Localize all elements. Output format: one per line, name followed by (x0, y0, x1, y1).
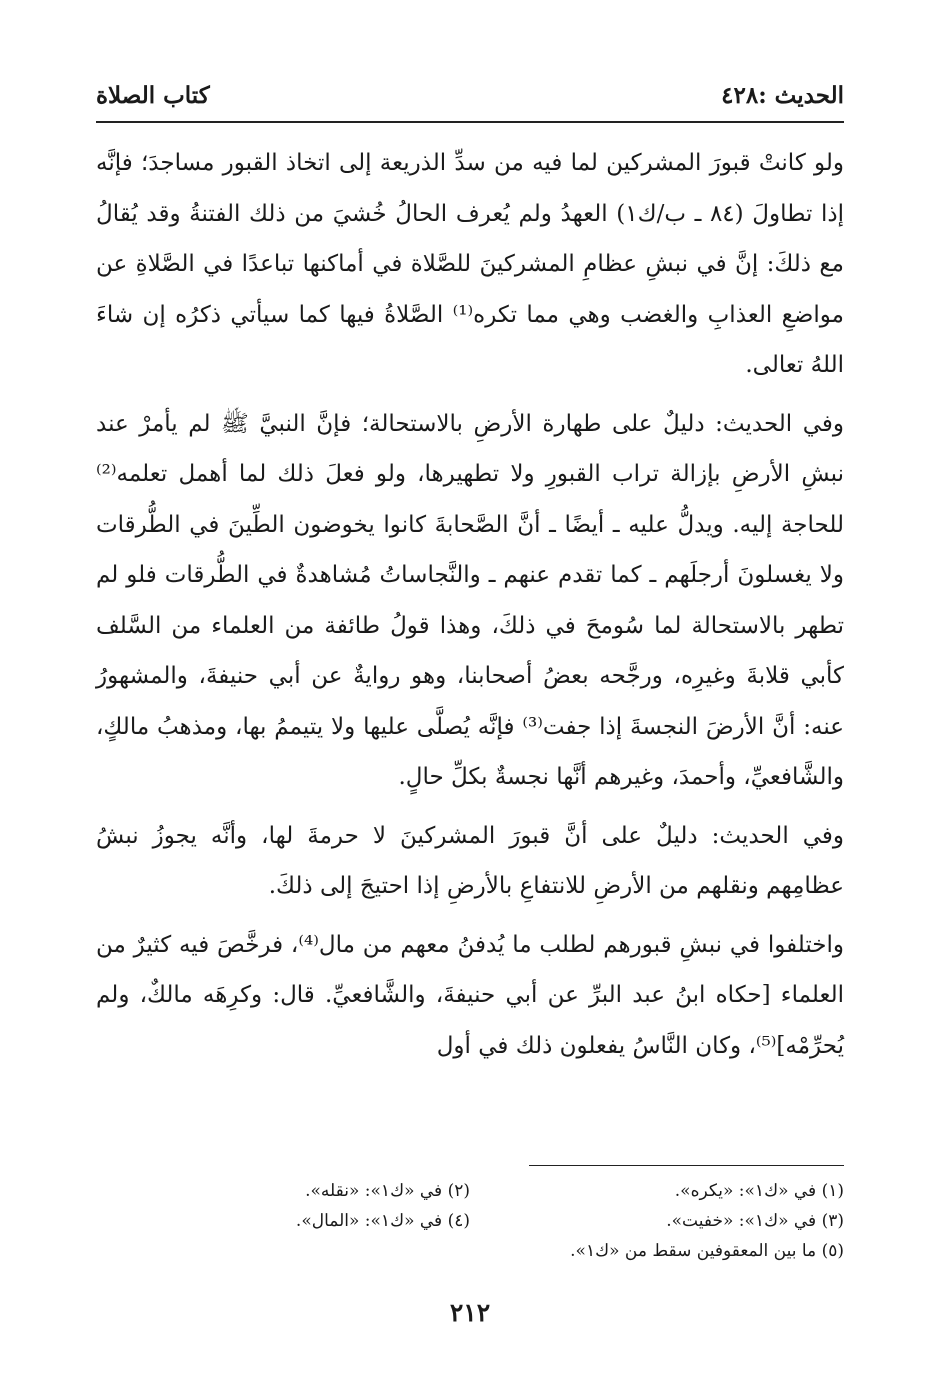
main-text (96, 138, 844, 1079)
running-header (96, 82, 844, 122)
footnote-row (96, 1236, 844, 1266)
paragraph: ولو كانتْ قبورَ المشركين لما فيه من سدِّ الذريعة إلى اتخاذ القبور مساجدَ؛ فإنَّه إذا تطاولَ (٨٤ ـ ب/ك١) العهدُ ولم يُعرف الحالُ خُشيَ من ذلك الفتنةُ وقد يُقالُ مع ذلكَ: إنَّ في نبشِ عظامِ المشركينَ للصَّلاة في أماكنها تباعدًا في الصَّلاةِ عن مواضعِ العذابِ والغضب وهي مما تكره⁽¹⁾ الصَّلاةُ فيها كما سيأتي ذكرُه إن شاءَ اللهُ تعالى. (96, 150, 845, 378)
footnote-row (96, 1176, 844, 1206)
book-page (96, 70, 844, 1360)
footnote-1: (١) في «ك١»: «يكره». (674, 1181, 844, 1201)
footnote-2: (٢) في «ك١»: «نقله». (305, 1181, 470, 1201)
page-number: ٢١٢ (449, 1298, 491, 1327)
footnotes (96, 1176, 844, 1266)
paragraph: وفي الحديث: دليلٌ على طهارة الأرضِ بالاستحالة؛ فإنَّ النبيَّ ﷺ لم يأمرْ عند نبشِ الأرضِ بإزالة تراب القبورِ ولا تطهيرها، ولو فعلَ ذلك لما أهمل تعلمه⁽²⁾ للحاجة إليه. ويدلُّ عليه ـ أيضًا ـ أنَّ الصَّحابةَ كانوا يخوضون الطِّينَ في الطُّرقات ولا يغسلونَ أرجلَهم ـ كما تقدم عنهم ـ والنَّجاساتُ مُشاهدةٌ في الطُّرقات فلو لم تطهر بالاستحالة لما سُومحَ في ذلكَ، وهذا قولُ طائفة من العلماء من السَّلف كأبي قلابةَ وغيرِه، ورجَّحه بعضُ أصحابنا، وهو روايةٌ عن أبي حنيفةَ، والمشهورُ عنه: أنَّ الأرضَ النجسةَ إذا جفت⁽³⁾ فإنَّه يُصلَّى عليها ولا يتيممُ بها، ومذهبُ مالكٍ، والشَّافعيِّ، وأحمدَ، وغيرهم أنَّها نجسةٌ بكلِّ حالٍ. (96, 410, 844, 790)
book-title: كتاب الصلاة (96, 82, 210, 109)
paragraph: واختلفوا في نبشِ قبورهم لطلب ما يُدفنُ معهم من مال⁽⁴⁾، فرخَّصَ فيه كثيرٌ من العلماء [حكاه ابنُ عبد البرِّ عن أبي حنيفةَ، والشَّافعيِّ. قال: وكرِهَه مالكٌ، ولم يُحرِّمْه]⁽⁵⁾، وكان النَّاسُ يفعلون ذلك في أول (96, 931, 844, 1059)
footnote-divider (529, 1165, 844, 1166)
footnote-5: (٥) ما بين المعقوفين سقط من «ك١». (570, 1241, 844, 1261)
hadith-number: الحديث :٤٢٨ (721, 82, 844, 109)
footnote-4: (٤) في «ك١»: «المال». (295, 1211, 470, 1231)
header-divider (96, 121, 844, 123)
paragraph: وفي الحديث: دليلٌ على أنَّ قبورَ المشركينَ لا حرمةَ لها، وأنَّه يجوزُ نبشُ عظامِهم ونقلهم من الأرضِ للانتفاعِ بالأرضِ إذا احتيجَ إلى ذلكَ. (96, 822, 844, 899)
footnote-row (96, 1206, 844, 1236)
footnote-3: (٣) في «ك١»: «خفيت». (666, 1211, 844, 1231)
